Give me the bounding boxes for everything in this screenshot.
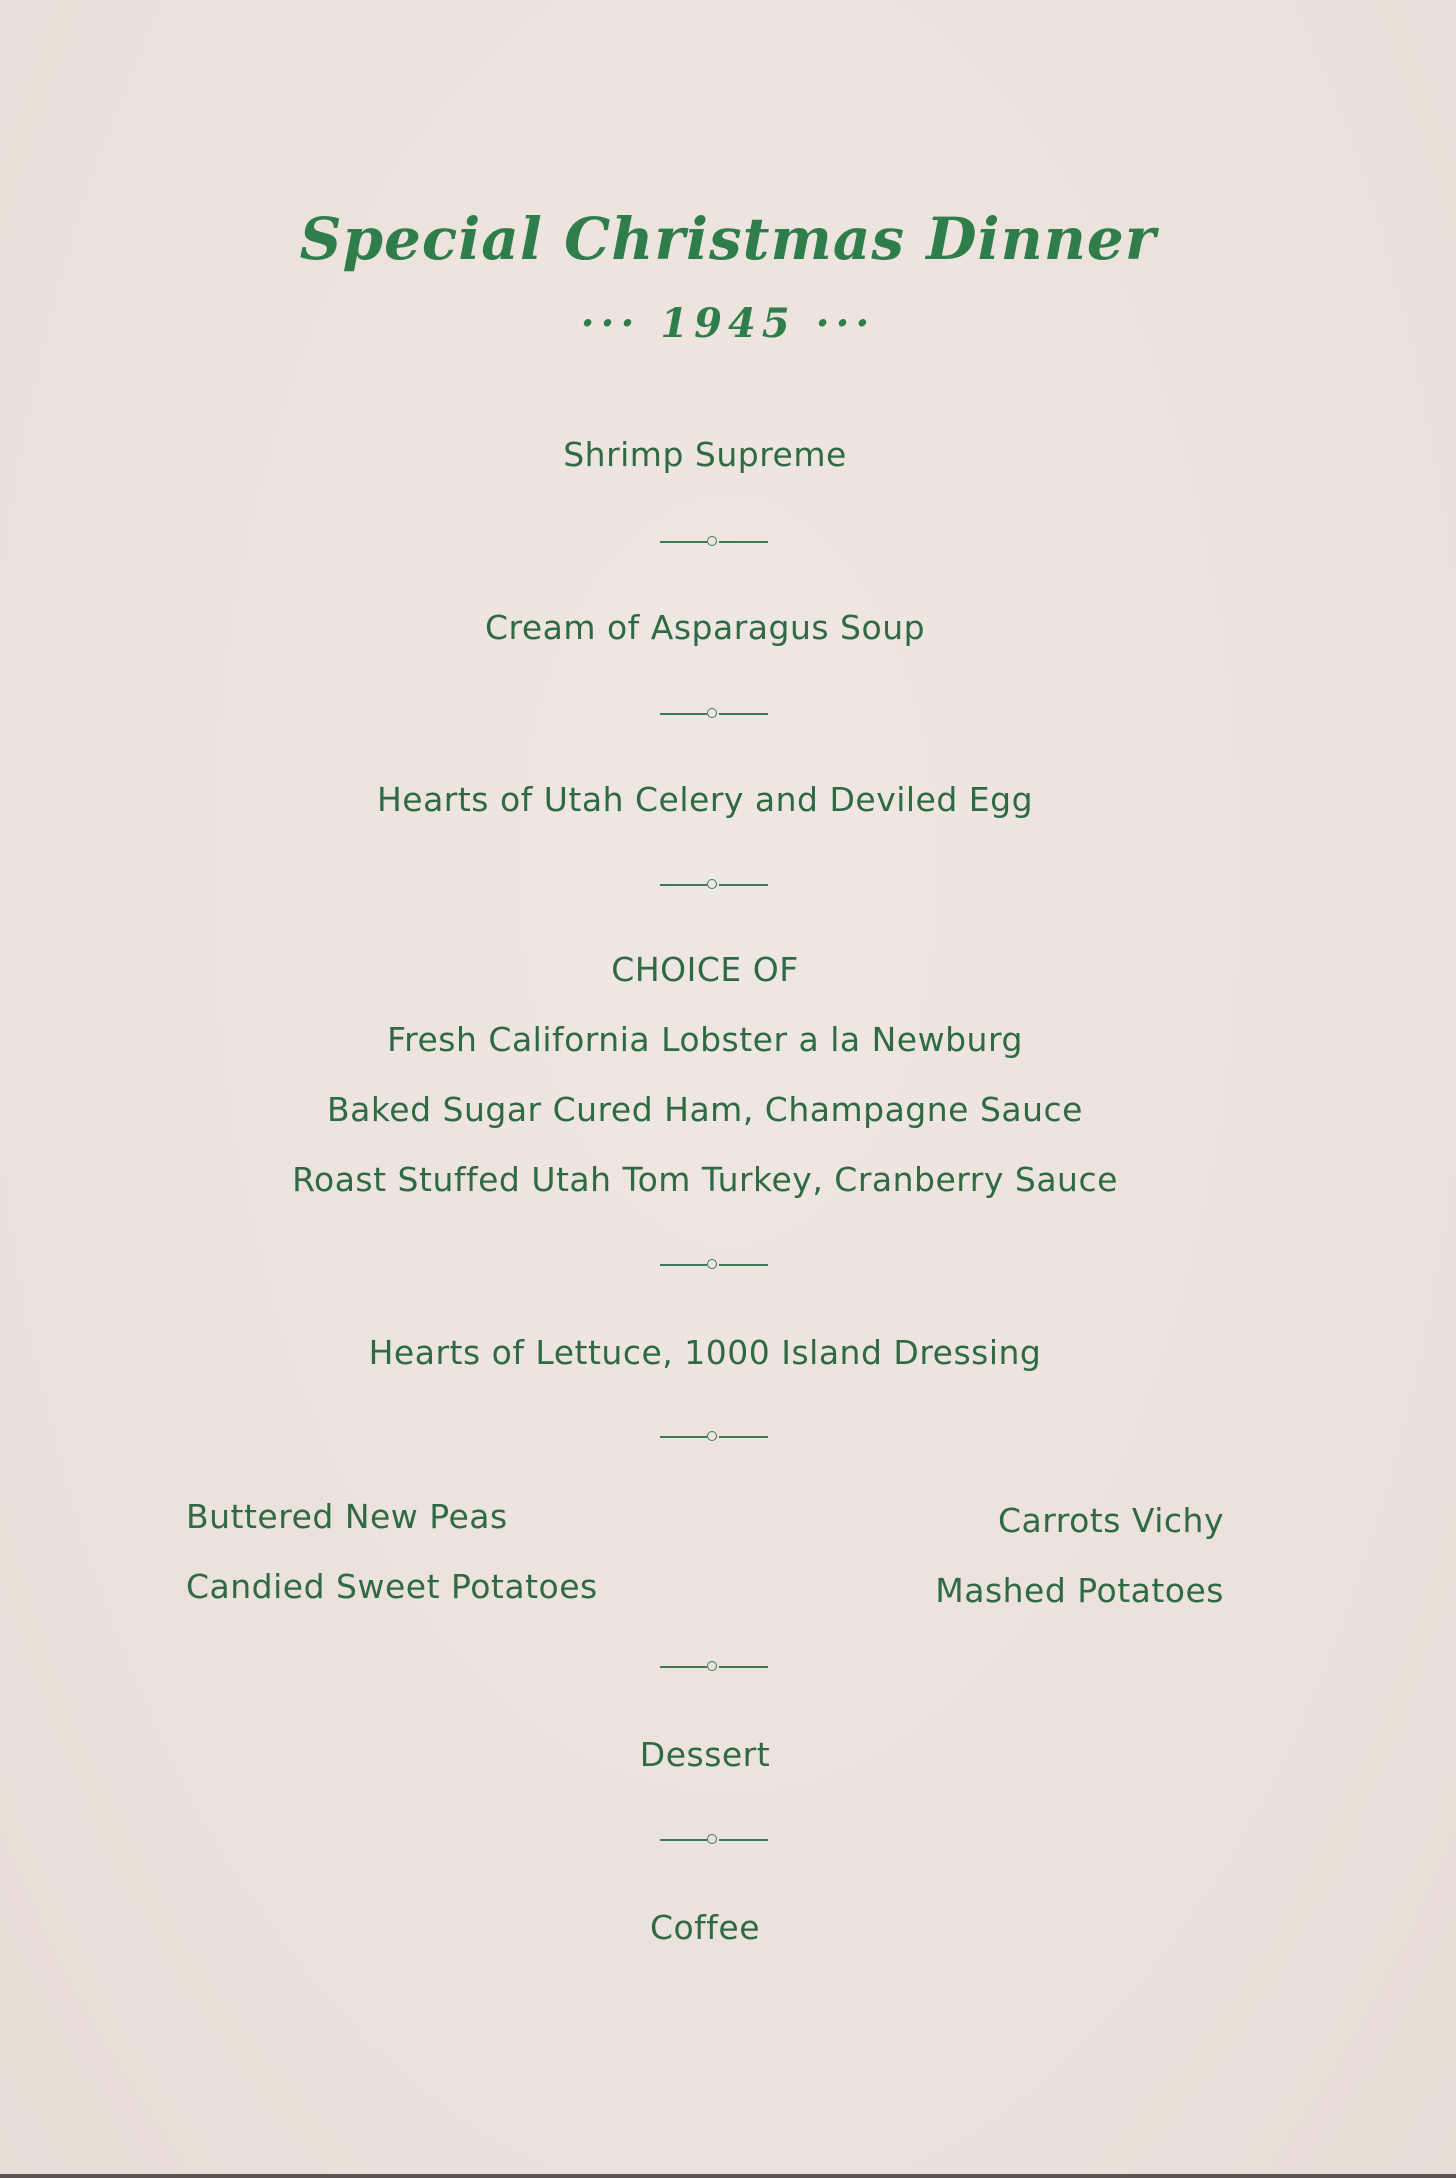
side-right-item: Carrots Vichy [997, 1501, 1224, 1540]
course-soup: Cream of Asparagus Soup [484, 608, 926, 647]
ornament-divider [660, 707, 768, 721]
ornament-divider [660, 1833, 768, 1847]
page-edge [0, 2174, 1456, 2178]
ornament-divider [660, 1430, 768, 1444]
course-relish: Hearts of Utah Celery and Deviled Egg [376, 780, 1034, 819]
menu-year: ··· 1945 ··· [580, 300, 876, 347]
course-salad: Hearts of Lettuce, 1000 Island Dressing [368, 1333, 1042, 1372]
menu-title: Special Christmas Dinner [299, 205, 1157, 273]
choice-heading: CHOICE OF [611, 950, 799, 989]
ornament-divider [660, 1660, 768, 1674]
ornament-divider [660, 878, 768, 892]
course-beverage: Coffee [649, 1908, 761, 1947]
ornament-divider [660, 1258, 768, 1272]
entree-item: Fresh California Lobster a la Newburg [387, 1020, 1023, 1059]
course-appetizer: Shrimp Supreme [563, 435, 847, 474]
entree-item: Baked Sugar Cured Ham, Champagne Sauce [326, 1090, 1083, 1129]
side-left-item: Candied Sweet Potatoes [186, 1567, 598, 1606]
side-left-item: Buttered New Peas [186, 1497, 508, 1536]
ornament-divider [660, 535, 768, 549]
entree-item: Roast Stuffed Utah Tom Turkey, Cranberry Sauce [292, 1160, 1118, 1199]
course-dessert: Dessert [639, 1735, 771, 1774]
side-right-item: Mashed Potatoes [935, 1571, 1224, 1610]
